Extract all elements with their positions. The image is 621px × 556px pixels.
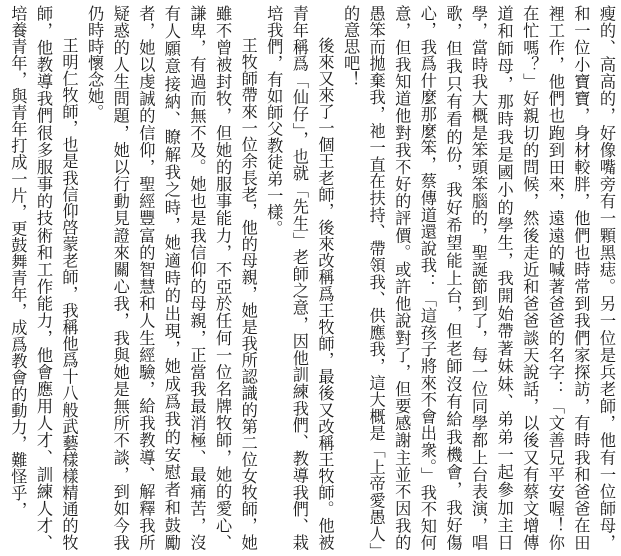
paragraph-2: 後來又來了一個王老師，後來改稱爲王牧師，最後又改稱王牧師。他被青年稱爲「仙仔」，也就「先生」老師之意，因他訓練我們、教導我們、栽培我們，有如師父教徒弟一樣。 bbox=[264, 5, 335, 551]
paragraph-4: 王明仁牧師，也是我信仰啓蒙老師，我稱他爲十八般武藝樣樣精通的牧師，他教導我們很多服事的技術和工作能力，他會應用人才、訓練人才、培養青年，與青年打成一片，更鼓舞青年，成爲教會的動力，難怪乎， bbox=[8, 5, 79, 551]
paragraph-1: 瘦的、高高的，好像嘴旁有一顆黑痣。另一位是兵老師，他有一位師母，和一位小寶寶，身材較胖，他們也時常到我們家探訪，有時我和爸爸在田裡工作，他們也跑到田來，遠遠的喊著爸爸的名字：「文善兄平安喔！你在忙嗎？」好親切的問候，然後走近和爸爸談天說話，以後又有蔡文增傳道和師母，那時我是國小的學生，我開始帶著妹妹、弟弟一起參加主日學，當時我大概是笨頭笨腦的，聖誕節到了，每一位同學都上台表演，唱歌，但我只有看的份，我好希望能上台，但老師沒有給我機會，我好傷心，我爲什麼那麼笨，蔡傳道還說我：「這孩子將來不會出衆。」我不知何意，但我知道他對我不好的評價。或許他說對了，但要感謝主並不因我的愚笨而拋棄我，祂一直在扶持、帶領我、供應我，這大概是「上帝愛愚人」的意思吧！ bbox=[341, 5, 616, 551]
paragraph-3: 王牧師帶來一位余長老，他的母親，她是我所認識的第二位女牧師，她雖不曾被封牧，但她的服事能力，不亞於任何一位名牌牧師，她的愛心、謙卑，有過而無不及。她也是我信仰的母親，正當我最消極、最痛苦，沒有人願意接納、瞭解我之時，她適時的出現，她成爲我的安慰者和鼓勵者，她以虔誠的信仰，聖經豐富的智慧和人生經驗，給我教導、解釋我所疑惑的人生問題，她以行動見證來關心我，我與她是無所不談，到如今我仍時時懷念她。 bbox=[85, 5, 258, 551]
vertical-text-body bbox=[5, 5, 619, 551]
